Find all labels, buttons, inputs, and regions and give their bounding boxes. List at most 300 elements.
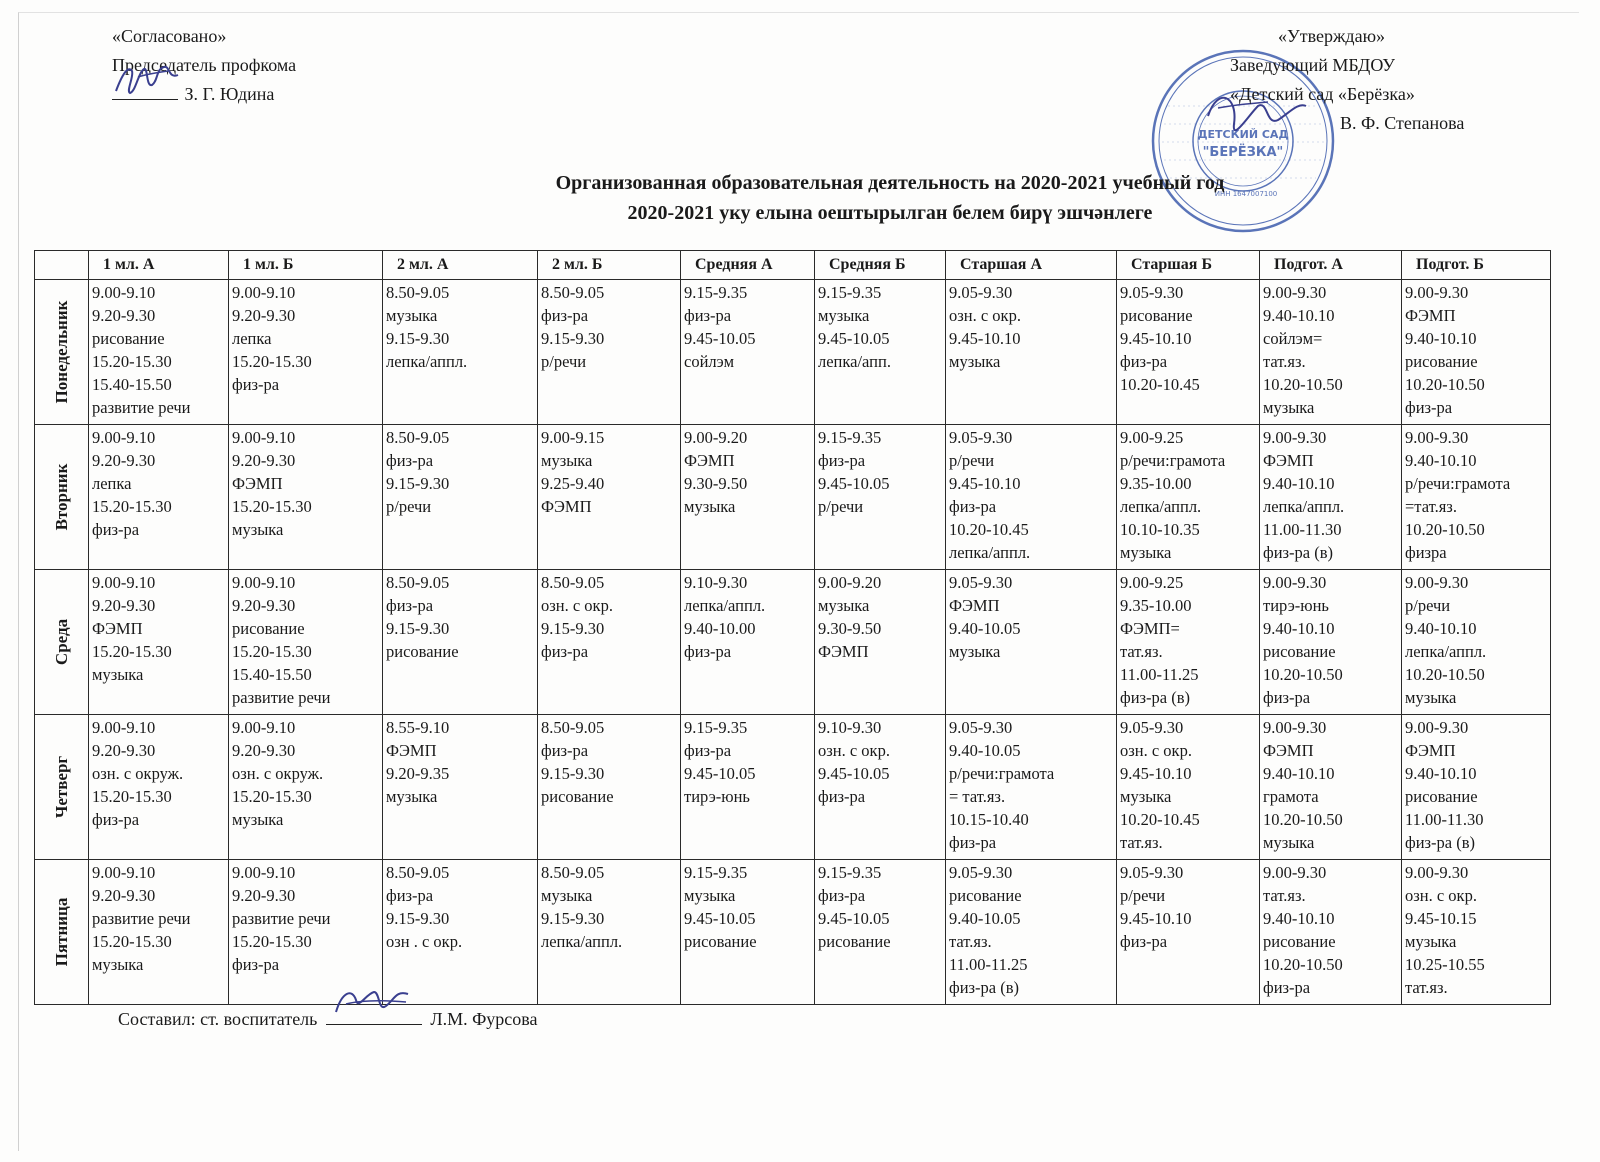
schedule-entry: лепка/аппл. <box>1263 497 1345 516</box>
schedule-entry: лепка/апп. <box>818 352 891 371</box>
schedule-entry: 9.40-10.10 <box>1263 306 1335 325</box>
schedule-entry: 10.20-10.45 <box>1120 375 1200 394</box>
schedule-entry: развитие речи <box>92 909 191 928</box>
schedule-cell <box>1260 280 1402 425</box>
schedule-entry: 9.15-9.30 <box>386 474 450 493</box>
schedule-entry: 15.20-15.30 <box>92 787 172 806</box>
schedule-entry: тирэ-юнь <box>684 787 750 806</box>
schedule-entry: 9.45-10.10 <box>949 329 1021 348</box>
schedule-entry: 9.40-10.05 <box>949 909 1021 928</box>
day-label: Вторник <box>51 463 71 531</box>
schedule-entry: развитие речи <box>92 398 191 417</box>
schedule-entry: 9.20-9.30 <box>92 596 156 615</box>
schedule-entry: 9.00-9.30 <box>1263 428 1327 447</box>
schedule-entry: рисование <box>386 642 459 661</box>
schedule-entry: физ-ра <box>386 451 434 470</box>
schedule-entry: физ-ра <box>541 306 589 325</box>
schedule-cell <box>383 715 538 860</box>
column-header: 2 мл. А <box>383 251 538 280</box>
column-header: 1 мл. Б <box>229 251 383 280</box>
schedule-entry: физ-ра <box>1120 932 1168 951</box>
signature-line <box>112 83 178 100</box>
document-title <box>0 168 1600 228</box>
approval-org: «Детский сад «Берёзка» <box>1230 84 1415 104</box>
schedule-entry: музыка <box>1120 787 1172 806</box>
day-label-cell <box>35 860 89 1005</box>
agreed-heading: «Согласовано» <box>112 26 227 46</box>
schedule-entry: ФЭМП <box>1263 451 1314 470</box>
schedule-entry: 10.20-10.50 <box>1405 375 1485 394</box>
schedule-entry: 9.35-10.00 <box>1120 596 1192 615</box>
schedule-entry: 15.20-15.30 <box>92 497 172 516</box>
schedule-cell <box>815 570 946 715</box>
schedule-entry: 9.40-10.10 <box>1263 764 1335 783</box>
schedule-entry: 9.15-9.30 <box>541 329 605 348</box>
schedule-entry: физ-ра <box>232 375 280 394</box>
schedule-cell <box>1402 860 1551 1005</box>
schedule-entry: 10.20-10.50 <box>1263 665 1343 684</box>
seal-inn: ИНН 1647007100 <box>1214 190 1278 198</box>
schedule-cell <box>1260 425 1402 570</box>
schedule-entry: 9.15-9.35 <box>684 283 748 302</box>
column-header: 2 мл. Б <box>538 251 681 280</box>
schedule-entry: физ-ра <box>818 451 866 470</box>
schedule-entry: 9.00-9.30 <box>1263 718 1327 737</box>
schedule-entry: 9.30-9.50 <box>818 619 882 638</box>
schedule-cell <box>946 425 1117 570</box>
schedule-entry: грамота <box>1263 787 1319 806</box>
schedule-entry: 10.20-10.50 <box>1405 520 1485 539</box>
schedule-entry: =тат.яз. <box>1405 497 1457 516</box>
schedule-entry: тат.яз. <box>949 932 992 951</box>
schedule-entry: музыка <box>1405 688 1457 707</box>
schedule-entry: ФЭМП <box>1405 306 1456 325</box>
schedule-cell <box>1260 715 1402 860</box>
schedule-entry: 10.20-10.45 <box>1120 810 1200 829</box>
schedule-entry: 9.20-9.30 <box>92 306 156 325</box>
schedule-entry: озн. с окр. <box>1120 741 1192 760</box>
compiler-signature-line <box>326 1008 422 1025</box>
schedule-entry: р/речи <box>1120 886 1166 905</box>
schedule-entry: озн . с окр. <box>386 932 463 951</box>
schedule-entry: физ-ра <box>949 497 997 516</box>
agreed-signer-row <box>112 80 296 109</box>
schedule-entry: 15.20-15.30 <box>232 642 312 661</box>
schedule-entry: тирэ-юнь <box>1263 596 1329 615</box>
schedule-entry: 10.10-10.35 <box>1120 520 1200 539</box>
approval-position: Заведующий МБДОУ <box>1230 55 1396 75</box>
agreed-block <box>112 22 296 109</box>
schedule-entry: р/речи:грамота <box>949 764 1055 783</box>
schedule-cell <box>1117 570 1260 715</box>
schedule-entry: 9.00-9.10 <box>92 573 156 592</box>
schedule-entry: 9.00-9.25 <box>1120 573 1184 592</box>
schedule-entry: музыка <box>1263 833 1315 852</box>
table-row <box>35 570 1551 715</box>
schedule-cell <box>89 570 229 715</box>
column-header: Средняя А <box>681 251 815 280</box>
schedule-entry: физ-ра (в) <box>1263 543 1334 562</box>
schedule-entry: 9.00-9.30 <box>1405 718 1469 737</box>
schedule-entry: 9.15-9.35 <box>684 718 748 737</box>
schedule-entry: музыка <box>949 642 1001 661</box>
schedule-cell <box>89 715 229 860</box>
schedule-entry: 11.00-11.30 <box>1405 810 1484 829</box>
schedule-entry: 9.00-9.10 <box>232 863 296 882</box>
schedule-entry: 9.05-9.30 <box>949 718 1013 737</box>
schedule-cell <box>383 425 538 570</box>
schedule-entry: рисование <box>1405 787 1478 806</box>
schedule-entry: 9.45-10.10 <box>949 474 1021 493</box>
schedule-cell <box>538 425 681 570</box>
schedule-entry: 9.45-10.05 <box>684 909 756 928</box>
schedule-entry: лепка/аппл. <box>386 352 468 371</box>
schedule-entry: 9.40-10.10 <box>1405 619 1477 638</box>
schedule-entry: 10.20-10.50 <box>1263 375 1343 394</box>
schedule-entry: 15.20-15.30 <box>232 497 312 516</box>
schedule-entry: тат.яз. <box>1120 642 1163 661</box>
schedule-entry: 9.00-9.10 <box>232 428 296 447</box>
schedule-entry: лепка/аппл. <box>541 932 623 951</box>
schedule-entry: лепка <box>92 474 132 493</box>
schedule-entry: р/речи <box>818 497 864 516</box>
schedule-entry: развитие речи <box>232 688 331 707</box>
schedule-entry: 9.15-9.30 <box>541 764 605 783</box>
schedule-entry: лепка/аппл. <box>949 543 1031 562</box>
schedule-entry: музыка <box>1263 398 1315 417</box>
schedule-cell <box>1402 715 1551 860</box>
schedule-entry: 9.00-9.10 <box>232 283 296 302</box>
schedule-entry: музыка <box>386 306 438 325</box>
schedule-entry: озн. с окр. <box>541 596 613 615</box>
schedule-entry: 9.00-9.20 <box>818 573 882 592</box>
header-row <box>35 251 1551 280</box>
schedule-entry: 15.20-15.30 <box>92 642 172 661</box>
schedule-entry: 9.20-9.30 <box>232 306 296 325</box>
table-row <box>35 425 1551 570</box>
schedule-entry: музыка <box>949 352 1001 371</box>
schedule-entry: 9.40-10.00 <box>684 619 756 638</box>
schedule-entry: 10.20-10.50 <box>1263 955 1343 974</box>
schedule-entry: физ-ра <box>232 955 280 974</box>
schedule-entry: музыка <box>1120 543 1172 562</box>
schedule-entry: 9.45-10.10 <box>1120 909 1192 928</box>
schedule-entry: 9.15-9.35 <box>818 863 882 882</box>
schedule-cell <box>383 280 538 425</box>
schedule-entry: физ-ра <box>386 596 434 615</box>
schedule-cell <box>681 715 815 860</box>
day-label: Четверг <box>51 755 71 819</box>
schedule-cell <box>89 280 229 425</box>
day-label: Понедельник <box>51 300 71 404</box>
day-label-cell <box>35 280 89 425</box>
schedule-entry: ФЭМП <box>1405 741 1456 760</box>
schedule-entry: 9.00-9.30 <box>1405 428 1469 447</box>
schedule-cell <box>815 280 946 425</box>
schedule-entry: физ-ра <box>1405 398 1453 417</box>
schedule-entry: тат.яз. <box>1263 886 1306 905</box>
schedule-entry: физ-ра (в) <box>949 978 1020 997</box>
schedule-entry: физ-ра <box>541 741 589 760</box>
schedule-entry: сойлэм <box>684 352 735 371</box>
schedule-table <box>34 250 1551 1005</box>
schedule-entry: 15.20-15.30 <box>232 787 312 806</box>
schedule-cell <box>946 715 1117 860</box>
schedule-entry: физ-ра <box>386 886 434 905</box>
schedule-cell <box>681 570 815 715</box>
schedule-entry: физ-ра <box>949 833 997 852</box>
approval-heading: «Утверждаю» <box>1278 26 1386 46</box>
schedule-entry: 10.20-10.45 <box>949 520 1029 539</box>
schedule-entry: рисование <box>1405 352 1478 371</box>
schedule-entry: 9.15-9.30 <box>541 909 605 928</box>
schedule-entry: 9.45-10.15 <box>1405 909 1477 928</box>
column-header: 1 мл. А <box>89 251 229 280</box>
column-header: Старшая А <box>946 251 1117 280</box>
schedule-entry: озн. с окруж. <box>232 764 324 783</box>
schedule-cell <box>815 715 946 860</box>
schedule-cell <box>229 715 383 860</box>
schedule-entry: 9.00-9.25 <box>1120 428 1184 447</box>
approval-block <box>1230 22 1464 138</box>
schedule-entry: музыка <box>92 955 144 974</box>
schedule-entry: 9.05-9.30 <box>1120 283 1184 302</box>
schedule-entry: 15.40-15.50 <box>92 375 172 394</box>
schedule-entry: 9.05-9.30 <box>949 863 1013 882</box>
schedule-entry: 9.00-9.10 <box>92 863 156 882</box>
schedule-entry: рисование <box>92 329 165 348</box>
schedule-entry: озн. с окр. <box>949 306 1021 325</box>
schedule-entry: 10.25-10.55 <box>1405 955 1485 974</box>
schedule-entry: 9.05-9.30 <box>1120 718 1184 737</box>
title-russian: Организованная образовательная деятельность на 2020-2021 учебный год <box>555 172 1225 194</box>
schedule-entry: физ-ра <box>1120 352 1168 371</box>
schedule-entry: 9.20-9.30 <box>92 451 156 470</box>
schedule-entry: физ-ра <box>1263 978 1311 997</box>
compiled-by-label: Составил: ст. воспитатель <box>118 1009 318 1029</box>
schedule-entry: 9.00-9.30 <box>1263 863 1327 882</box>
schedule-entry: физ-ра (в) <box>1405 833 1476 852</box>
schedule-entry: 9.05-9.30 <box>1120 863 1184 882</box>
schedule-cell <box>815 425 946 570</box>
schedule-entry: 9.20-9.35 <box>386 764 450 783</box>
schedule-entry: 9.00-9.10 <box>232 718 296 737</box>
schedule-entry: музыка <box>541 451 593 470</box>
schedule-entry: 9.00-9.15 <box>541 428 605 447</box>
schedule-entry: ФЭМП= <box>1120 619 1180 638</box>
schedule-entry: озн. с окр. <box>818 741 890 760</box>
schedule-entry: 8.50-9.05 <box>386 428 450 447</box>
schedule-entry: 10.15-10.40 <box>949 810 1029 829</box>
schedule-entry: 15.40-15.50 <box>232 665 312 684</box>
schedule-cell <box>1402 425 1551 570</box>
schedule-entry: 9.15-9.30 <box>541 619 605 638</box>
schedule-entry: 9.20-9.30 <box>232 741 296 760</box>
schedule-cell <box>538 860 681 1005</box>
schedule-entry: физ-ра <box>92 810 140 829</box>
approval-signer-name: В. Ф. Степанова <box>1340 113 1465 133</box>
schedule-entry: музыка <box>684 886 736 905</box>
schedule-entry: 8.50-9.05 <box>541 573 605 592</box>
schedule-cell <box>946 280 1117 425</box>
schedule-entry: р/речи <box>949 451 995 470</box>
schedule-entry: ФЭМП <box>541 497 592 516</box>
schedule-entry: 9.45-10.05 <box>818 764 890 783</box>
schedule-entry: 10.20-10.50 <box>1263 810 1343 829</box>
schedule-cell <box>89 425 229 570</box>
seal-center-line2: "БЕРЁЗКА" <box>1202 145 1284 160</box>
schedule-entry: 11.00-11.25 <box>949 955 1028 974</box>
schedule-entry: лепка/аппл. <box>684 596 766 615</box>
schedule-entry: ФЭМП <box>386 741 437 760</box>
schedule-entry: рисование <box>1263 932 1336 951</box>
schedule-entry: 9.05-9.30 <box>949 573 1013 592</box>
schedule-entry: 11.00-11.25 <box>1120 665 1199 684</box>
schedule-entry: рисование <box>684 932 757 951</box>
schedule-entry: лепка/аппл. <box>1120 497 1202 516</box>
schedule-entry: 9.00-9.10 <box>92 718 156 737</box>
schedule-entry: 9.45-10.05 <box>818 909 890 928</box>
schedule-entry: 9.15-9.35 <box>818 283 882 302</box>
schedule-cell <box>681 425 815 570</box>
schedule-cell <box>229 570 383 715</box>
schedule-entry: 9.25-9.40 <box>541 474 605 493</box>
schedule-cell <box>229 280 383 425</box>
schedule-entry: 9.20-9.30 <box>232 596 296 615</box>
schedule-entry: ФЭМП <box>684 451 735 470</box>
schedule-entry: озн. с окр. <box>1405 886 1477 905</box>
column-header: Средняя Б <box>815 251 946 280</box>
schedule-cell <box>538 570 681 715</box>
schedule-entry: озн. с окруж. <box>92 764 184 783</box>
schedule-cell <box>1260 860 1402 1005</box>
schedule-entry: тат.яз. <box>1120 833 1163 852</box>
schedule-cell <box>681 860 815 1005</box>
schedule-cell <box>815 860 946 1005</box>
schedule-entry: 8.50-9.05 <box>386 863 450 882</box>
schedule-entry: сойлэм= <box>1263 329 1323 348</box>
schedule-entry: 8.50-9.05 <box>541 718 605 737</box>
column-header: Старшая Б <box>1117 251 1260 280</box>
schedule-entry: 9.15-9.30 <box>386 619 450 638</box>
schedule-entry: 9.40-10.05 <box>949 741 1021 760</box>
schedule-cell <box>1117 715 1260 860</box>
column-header: Подгот. Б <box>1402 251 1551 280</box>
schedule-entry: музыка <box>232 520 284 539</box>
schedule-entry: 9.40-10.10 <box>1405 329 1477 348</box>
schedule-cell <box>946 860 1117 1005</box>
schedule-entry: 9.15-9.30 <box>386 329 450 348</box>
schedule-entry: рисование <box>1263 642 1336 661</box>
schedule-entry: 9.40-10.10 <box>1405 451 1477 470</box>
schedule-entry: развитие речи <box>232 909 331 928</box>
schedule-entry: 9.20-9.30 <box>232 886 296 905</box>
schedule-entry: 11.00-11.30 <box>1263 520 1342 539</box>
schedule-entry: 8.50-9.05 <box>541 863 605 882</box>
schedule-entry: рисование <box>541 787 614 806</box>
schedule-entry: 9.20-9.30 <box>92 741 156 760</box>
schedule-entry: 9.00-9.30 <box>1263 573 1327 592</box>
schedule-entry: 9.45-10.10 <box>1120 764 1192 783</box>
schedule-cell <box>1402 280 1551 425</box>
schedule-entry: музыка <box>684 497 736 516</box>
day-label-cell <box>35 570 89 715</box>
signature-icon <box>322 982 422 1026</box>
schedule-entry: рисование <box>949 886 1022 905</box>
schedule-entry: музыка <box>818 596 870 615</box>
schedule-cell <box>538 280 681 425</box>
schedule-entry: физ-ра <box>818 787 866 806</box>
schedule-entry: 9.35-10.00 <box>1120 474 1192 493</box>
schedule-entry: 9.30-9.50 <box>684 474 748 493</box>
day-label-cell <box>35 425 89 570</box>
schedule-entry: 9.00-9.30 <box>1263 283 1327 302</box>
agreed-signer-name: З. Г. Юдина <box>184 84 275 104</box>
compiled-by <box>118 1008 538 1030</box>
schedule-entry: 9.40-10.10 <box>1263 619 1335 638</box>
seal-center-line1: ДЕТСКИЙ САД <box>1197 128 1289 141</box>
schedule-entry: 9.05-9.30 <box>949 428 1013 447</box>
schedule-cell <box>681 280 815 425</box>
schedule-entry: ФЭМП <box>949 596 1000 615</box>
schedule-entry: р/речи:грамота <box>1405 474 1511 493</box>
schedule-entry: р/речи <box>1405 596 1451 615</box>
schedule-entry: р/речи <box>541 352 587 371</box>
schedule-entry: физ-ра <box>541 642 589 661</box>
schedule-entry: 9.20-9.30 <box>232 451 296 470</box>
schedule-entry: 9.40-10.05 <box>949 619 1021 638</box>
schedule-entry: 8.50-9.05 <box>386 573 450 592</box>
schedule-cell <box>1117 425 1260 570</box>
table-row <box>35 860 1551 1005</box>
schedule-entry: ФЭМП <box>232 474 283 493</box>
schedule-entry: лепка <box>232 329 272 348</box>
schedule-entry: физ-ра <box>818 886 866 905</box>
schedule-entry: ФЭМП <box>1263 741 1314 760</box>
schedule-entry: 8.50-9.05 <box>386 283 450 302</box>
schedule-entry: 9.40-10.10 <box>1263 474 1335 493</box>
schedule-entry: 9.45-10.05 <box>684 764 756 783</box>
schedule-entry: рисование <box>1120 306 1193 325</box>
schedule-entry: 9.00-9.10 <box>92 428 156 447</box>
corner-cell <box>35 251 89 280</box>
schedule-entry: 15.20-15.30 <box>232 932 312 951</box>
schedule-entry: 8.55-9.10 <box>386 718 450 737</box>
title-tatar: 2020-2021 уку елына оештырылган белем бирү эшчәнлеге <box>627 202 1153 224</box>
schedule-entry: 15.20-15.30 <box>92 932 172 951</box>
schedule-cell <box>383 570 538 715</box>
schedule-cell <box>1117 280 1260 425</box>
schedule-entry: музыка <box>386 787 438 806</box>
schedule-entry: 15.20-15.30 <box>232 352 312 371</box>
schedule-entry: 9.15-9.30 <box>386 909 450 928</box>
schedule-cell <box>1402 570 1551 715</box>
schedule-cell <box>89 860 229 1005</box>
schedule-entry: 9.15-9.35 <box>684 863 748 882</box>
schedule-entry: рисование <box>232 619 305 638</box>
schedule-entry: р/речи:грамота <box>1120 451 1226 470</box>
schedule-entry: музыка <box>1405 932 1457 951</box>
column-header: Подгот. А <box>1260 251 1402 280</box>
schedule-entry: 9.45-10.05 <box>818 329 890 348</box>
day-label-cell <box>35 715 89 860</box>
schedule-entry: музыка <box>541 886 593 905</box>
schedule-cell <box>229 425 383 570</box>
schedule-entry: 9.10-9.30 <box>684 573 748 592</box>
day-label: Среда <box>51 618 71 666</box>
agreed-position: Председатель профкома <box>112 55 297 75</box>
schedule-entry: = тат.яз. <box>949 787 1006 806</box>
